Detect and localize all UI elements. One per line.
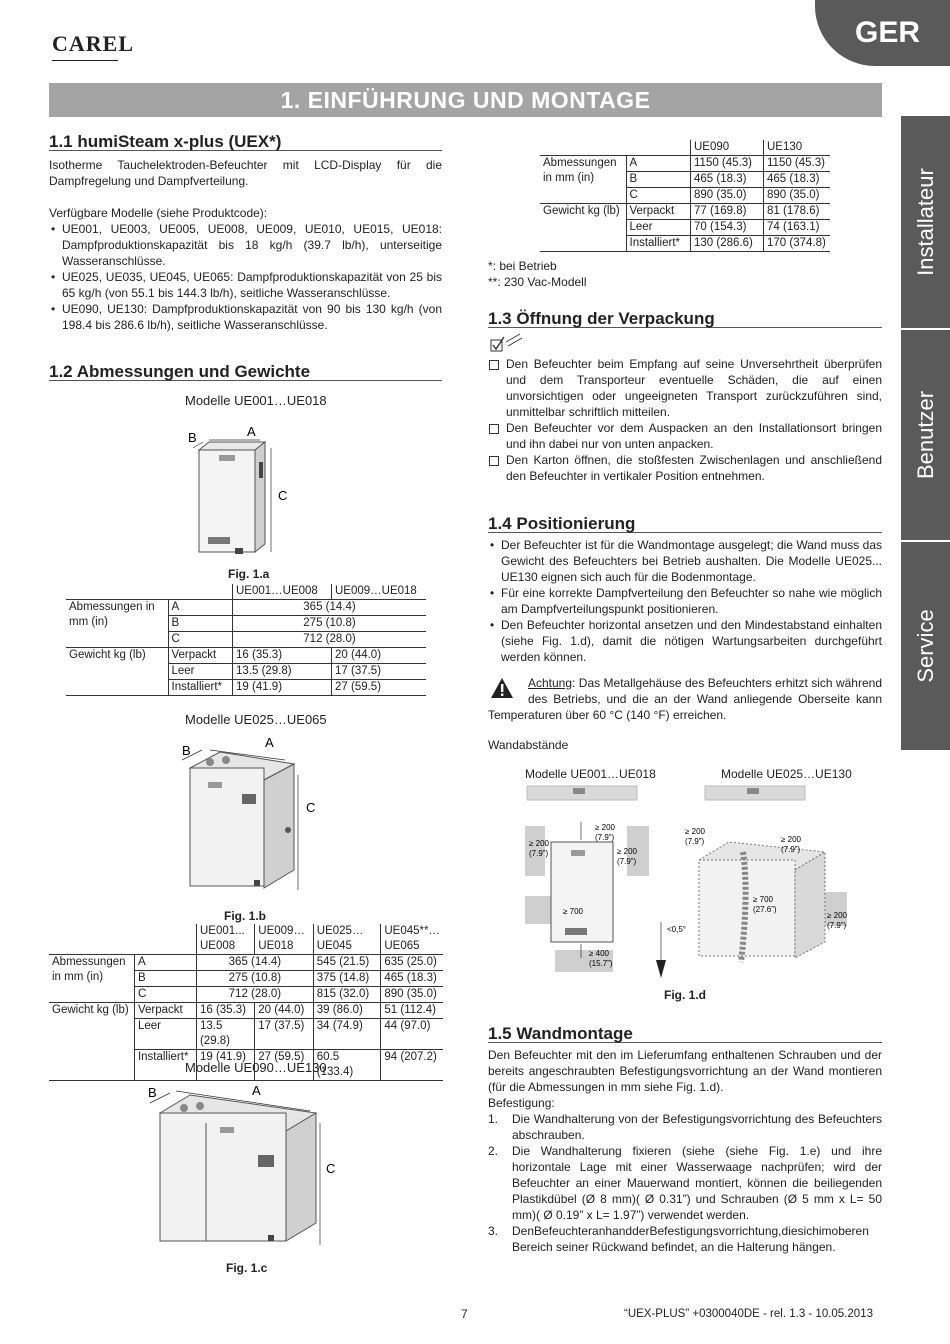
footnote: *: bei Betrieb <box>488 259 557 273</box>
section-title: 1.5 Wandmontage <box>488 1024 633 1043</box>
section-title: 1.4 Positionierung <box>488 514 636 533</box>
carel-logo: CAREL <box>52 31 135 56</box>
dimensions-table-c: UE090 UE130 Abmessungen in mm (in) A 1150 (45.3) 1150 (45.3) B 465 (18.3) 465 (18.3) C 890 (35.0) 890 (35.0) Gewicht kg (lb) Verpackt 77 (169.8) 81 (178.6) Leer 70 (154.3) 74 (163.1) Installiert* 130 (286.6) 170 (374.8) <box>540 140 830 252</box>
section-1-1 <box>49 134 442 333</box>
dim-label: ≥ 700 <box>563 907 583 916</box>
checklist-icon <box>490 332 526 354</box>
dim-label: (7.9”) <box>529 849 549 858</box>
table-header: UE001…UE008 <box>233 584 332 600</box>
dim-label: ≥ 200 <box>595 823 615 832</box>
fig-c-model-label: Modelle UE090…UE130 <box>185 1060 327 1075</box>
dim-label-c: C <box>306 800 316 815</box>
section-1-2-title <box>49 364 442 381</box>
mounting-steps <box>488 1111 882 1255</box>
dim-label: ≥ 200 <box>617 847 637 856</box>
list-item: • Den Befeuchter horizontal ansetzen und den Mindestabstand einhalten (siehe Fig. 1.d), damit die nötigen Wartungsarbeiten durchgeführt werden können. <box>488 617 882 665</box>
logo-underline <box>52 60 118 61</box>
list-item: 1. Die Wandhalterung von der Befestigungsvorrichtung des Befeuchters abschrauben. <box>488 1112 882 1142</box>
fig-a-caption: Fig. 1.a <box>228 567 270 581</box>
list-item: 2. Die Wandhalterung fixieren (siehe (siehe Fig. 1.e) und ihre horizontale Lage mit einer Wasserwaage nachprüfen; wird der Befeuchter an einer Mauerwand montiert, können die beiliegenden Plastikdübel (Ø 8 mm)( Ø 0.31”) und Schrauben (Ø 5 mm x L= 50 mm)( Ø 0.19” x L= 1.97”) verwendet werden. <box>488 1144 882 1222</box>
dim-label-b: B <box>182 743 191 758</box>
list-item: • Für eine korrekte Dampfverteilung den Befeuchter so nahe wie möglich am Dampfverteilungspunkt positionieren. <box>488 585 882 617</box>
fix-label: Befestigung: <box>488 1096 555 1110</box>
list-item: 3. DenBefeuchteranhandderBefestigungsvorrichtung,diesichimoberen Bereich seiner Rückwand befindet, an die Halterung hängen. <box>488 1224 869 1254</box>
fig-d-model1: Modelle UE001…UE018 <box>525 767 656 781</box>
document-reference: “UEX-PLUS” +0300040DE - rel. 1.3 - 10.05.2013 <box>624 1308 873 1320</box>
dim-label-a: A <box>247 424 256 439</box>
section-title: 1.3 Öffnung der Verpackung <box>488 309 715 328</box>
wall-mount-intro: Den Befeuchter mit den im Lieferumfang enthaltenen Schrauben und der bereits angeschraubten Befestigungsvorrichtung an der Wand montieren (für die Abmessungen in mm siehe Fig. 1.d). <box>488 1048 882 1094</box>
dim-label: ≥ 200 <box>781 835 801 844</box>
positioning-list <box>488 537 882 665</box>
fig-a-model-label: Modelle UE001…UE018 <box>185 393 327 408</box>
dim-label-b: B <box>188 430 197 445</box>
list-item: Den Karton öffnen, die stoßfesten Zwischenlagen und anschließend den Befeuchter in vertikaler Position entnehmen. <box>488 452 882 484</box>
warning-block <box>488 675 882 723</box>
dim-label-a: A <box>265 735 274 750</box>
section-1-4 <box>488 516 882 753</box>
dimensions-table-a: UE001…UE008 UE009…UE018 Abmessungen in mm (in) A 365 (14.4) B 275 (10.8) C 712 (28.0) Gewicht kg (lb) Verpackt 16 (35.3) 20 (44.0) Leer 13.5 (29.8) 17 (37.5) Installiert* 19 (41.9) 27 (59.5) <box>66 584 426 696</box>
side-tab-installateur: Installateur <box>901 116 950 328</box>
section-1-5 <box>488 1026 882 1255</box>
footnote: **: 230 Vac-Modell <box>488 275 587 289</box>
dim-label: (15.7”) <box>589 959 613 968</box>
list-item: • UE001, UE003, UE005, UE008, UE009, UE010, UE015, UE018: Dampfproduktionskapazität bis 18 kg/h (39.7 lb/h), unterseitige Wasseranschlüsse. <box>49 221 442 269</box>
model-list <box>49 221 442 333</box>
dim-label: (7.9”) <box>595 833 615 842</box>
warning-label: Achtung <box>528 676 573 690</box>
dim-label: <0,5° <box>667 925 686 934</box>
row-group-label: Abmessungen in mm (in) <box>66 600 168 648</box>
warning-text: : Das Metallgehäuse des Befeuchters erhitzt sich während des Betriebs, und die an der Wand anliegende Oberseite kann Temperaturen über 60 °C (140 °F) erreichen. <box>488 676 882 722</box>
fig-d-caption: Fig. 1.d <box>664 988 706 1002</box>
section-1-3 <box>488 311 882 484</box>
language-tab: GER <box>815 0 950 66</box>
fig-d-model2: Modelle UE025…UE130 <box>721 767 852 781</box>
table-header: UE009…UE018 <box>332 584 427 600</box>
dim-label: ≥ 700 <box>753 895 773 904</box>
fig-d-drawing <box>485 782 885 982</box>
dim-label-c: C <box>278 488 288 503</box>
dim-label: (7.9”) <box>781 845 801 854</box>
list-item: • UE090, UE130: Dampfproduktionskapazität von 90 bis 130 kg/h (von 198.4 bis 286.6 lb/h), seitliche Wasseranschlüsse. <box>49 301 442 333</box>
dim-label: (7.9”) <box>617 857 637 866</box>
list-item: • Der Befeuchter ist für die Wandmontage ausgelegt; die Wand muss das Gewicht des Befeuchters bei Betrieb aushalten. Die Modelle UE025... UE130 eignen sich auch für die Bodenmontage. <box>488 537 882 585</box>
list-item: Den Befeuchter beim Empfang auf seine Unversehrtheit überprüfen und dem Transporteur eventuelle Schäden, die auf einen unvorsichtigen oder ungeeigneten Transport zurückzuführen sind, unmittelbar schriftlich mitteilen. <box>488 356 882 420</box>
dim-label-a: A <box>252 1083 261 1098</box>
fig-c-drawing <box>140 1075 350 1255</box>
dim-label: (7.9”) <box>827 921 847 930</box>
models-label: Verfügbare Modelle (siehe Produktcode): <box>49 206 268 220</box>
unpacking-list <box>488 356 882 484</box>
dim-label-c: C <box>326 1161 336 1176</box>
table-notes <box>488 258 587 290</box>
dim-label: (27.6”) <box>753 905 777 914</box>
wall-distance-label: Wandabstände <box>488 738 569 752</box>
fig-b-drawing <box>170 730 330 905</box>
warning-icon <box>490 677 514 699</box>
dim-label: (7.9”) <box>685 837 705 846</box>
dim-label: ≥ 400 <box>589 949 609 958</box>
fig-c-caption: Fig. 1.c <box>226 1261 268 1275</box>
dimensions-table-b: UE001... UE009… UE025… UE045**… UE008 UE018 UE045 UE065 Abmessungen in mm (in) A 365 (14.4) 545 (21.5) 635 (25.0) B 275 (10.8) 375 (14.8) 465 (18.3) C 712 (28.0) 815 (32.0) 890 (35.0) Gewicht kg (lb) Verpackt 16 (35.3) 20 (44.0) 39 (86.0) 51 (112.4) Leer 13.5 (29.8) 17 (37.5) 34 (74.9) 44 (97.0) Installiert* 19 (41.9) 27 (59.5) 60.5 (133.4) 94 (207.2) <box>49 924 443 1081</box>
section-title: 1.2 Abmessungen und Gewichte <box>49 362 311 381</box>
section-title-wrap <box>49 134 442 151</box>
section-title: 1.1 humiSteam x-plus (UEX*) <box>49 132 282 151</box>
page-number: 7 <box>461 1307 468 1321</box>
fig-a-drawing <box>175 410 305 565</box>
intro-text: Isotherme Tauchelektroden-Befeuchter mit LCD-Display für die Dampfregelung und Dampfverteilung. <box>49 158 442 188</box>
row-group-label: Gewicht kg (lb) <box>66 648 168 696</box>
dim-label: ≥ 200 <box>827 911 847 920</box>
dim-label-b: B <box>148 1085 157 1100</box>
dim-label: ≥ 200 <box>529 839 549 848</box>
dim-label: ≥ 200 <box>685 827 705 836</box>
fig-b-model-label: Modelle UE025…UE065 <box>185 712 327 727</box>
list-item: Den Befeuchter vor dem Auspacken an den Installationsort bringen und ihn dabei nur von unten anpacken. <box>488 420 882 452</box>
side-tab-service: Service <box>901 542 950 750</box>
list-item: • UE025, UE035, UE045, UE065: Dampfproduktionskapazität von 25 bis 65 kg/h (von 55.1 bis 144.3 lb/h), seitliche Wasseranschlüsse. <box>49 269 442 301</box>
chapter-banner: 1. EINFÜHRUNG UND MONTAGE <box>49 83 882 117</box>
side-tab-benutzer: Benutzer <box>901 330 950 540</box>
fig-b-caption: Fig. 1.b <box>224 909 266 923</box>
